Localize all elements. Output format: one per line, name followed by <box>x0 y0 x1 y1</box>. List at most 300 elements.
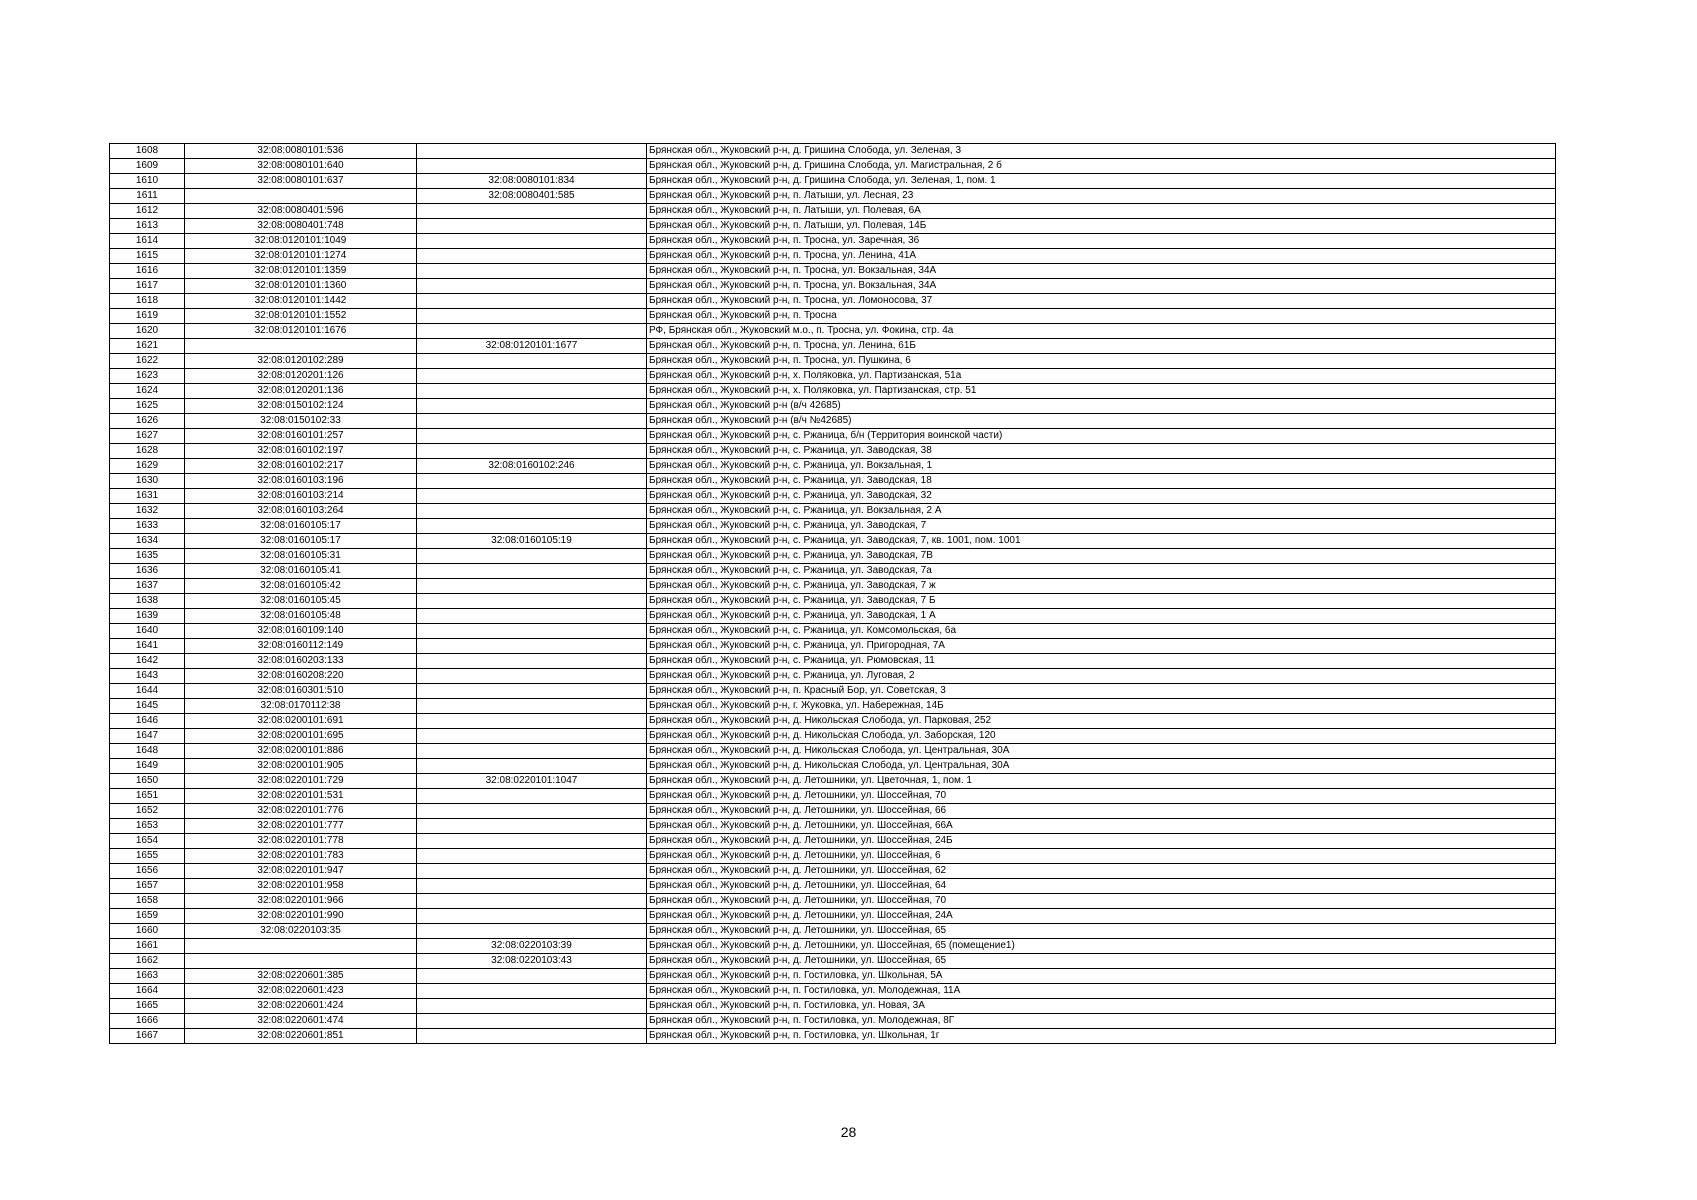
cadastral-number-cell: 32:08:0160203:133 <box>185 654 417 669</box>
address-cell: Брянская обл., Жуковский р-н, с. Ржаница, ул. Заводская, 7В <box>647 549 1556 564</box>
address-cell: Брянская обл., Жуковский р-н, с. Ржаница, ул. Заводская, 7 ж <box>647 579 1556 594</box>
address-cell: Брянская обл., Жуковский р-н, д. Летошники, ул. Шоссейная, 6 <box>647 849 1556 864</box>
table-row <box>110 684 1556 699</box>
row-number-cell: 1667 <box>110 1029 185 1044</box>
room-cadastral-number-cell <box>417 414 647 429</box>
row-number-cell: 1648 <box>110 744 185 759</box>
cadastral-number-cell: 32:08:0160105:17 <box>185 534 417 549</box>
row-number-cell: 1664 <box>110 984 185 999</box>
row-number-cell: 1634 <box>110 534 185 549</box>
room-cadastral-number-cell <box>417 264 647 279</box>
row-number-cell: 1639 <box>110 609 185 624</box>
table-row <box>110 759 1556 774</box>
row-number-cell: 1636 <box>110 564 185 579</box>
table-row <box>110 549 1556 564</box>
table-row <box>110 294 1556 309</box>
address-cell: Брянская обл., Жуковский р-н, с. Ржаница, ул. Заводская, 7а <box>647 564 1556 579</box>
table-row <box>110 264 1556 279</box>
table-row <box>110 414 1556 429</box>
row-number-cell: 1637 <box>110 579 185 594</box>
row-number-cell: 1617 <box>110 279 185 294</box>
address-cell: Брянская обл., Жуковский р-н, п. Тросна, ул. Заречная, 36 <box>647 234 1556 249</box>
row-number-cell: 1652 <box>110 804 185 819</box>
row-number-cell: 1624 <box>110 384 185 399</box>
table-row <box>110 864 1556 879</box>
row-number-cell: 1615 <box>110 249 185 264</box>
cadastral-number-cell: 32:08:0150102:124 <box>185 399 417 414</box>
row-number-cell: 1616 <box>110 264 185 279</box>
room-cadastral-number-cell <box>417 429 647 444</box>
address-cell: Брянская обл., Жуковский р-н, г. Жуковка, ул. Набережная, 14Б <box>647 699 1556 714</box>
room-cadastral-number-cell <box>417 864 647 879</box>
address-cell: Брянская обл., Жуковский р-н, с. Ржаница, ул. Вокзальная, 1 <box>647 459 1556 474</box>
cadastral-number-cell: 32:08:0160105:45 <box>185 594 417 609</box>
table-row <box>110 924 1556 939</box>
address-cell: Брянская обл., Жуковский р-н, п. Тросна, ул. Ленина, 41А <box>647 249 1556 264</box>
cadastral-number-cell <box>185 339 417 354</box>
address-cell: Брянская обл., Жуковский р-н, д. Летошники, ул. Шоссейная, 65 (помещение1) <box>647 939 1556 954</box>
cadastral-number-cell: 32:08:0080101:536 <box>185 144 417 159</box>
address-cell: Брянская обл., Жуковский р-н, п. Гостиловка, ул. Школьная, 5А <box>647 969 1556 984</box>
address-cell: Брянская обл., Жуковский р-н, п. Латыши, ул. Полевая, 6А <box>647 204 1556 219</box>
address-cell: Брянская обл., Жуковский р-н, д. Никольская Слобода, ул. Центральная, 30А <box>647 744 1556 759</box>
cadastral-number-cell: 32:08:0080101:637 <box>185 174 417 189</box>
row-number-cell: 1666 <box>110 1014 185 1029</box>
address-cell: Брянская обл., Жуковский р-н, д. Летошники, ул. Шоссейная, 65 <box>647 924 1556 939</box>
address-cell: Брянская обл., Жуковский р-н, п. Гостиловка, ул. Молодежная, 11А <box>647 984 1556 999</box>
table-row <box>110 699 1556 714</box>
cadastral-number-cell: 32:08:0220101:958 <box>185 879 417 894</box>
room-cadastral-number-cell <box>417 549 647 564</box>
row-number-cell: 1659 <box>110 909 185 924</box>
row-number-cell: 1657 <box>110 879 185 894</box>
address-cell: Брянская обл., Жуковский р-н, с. Ржаница, ул. Заводская, 7 <box>647 519 1556 534</box>
table-row <box>110 624 1556 639</box>
row-number-cell: 1647 <box>110 729 185 744</box>
address-cell: Брянская обл., Жуковский р-н, п. Латыши, ул. Полевая, 14Б <box>647 219 1556 234</box>
address-cell: Брянская обл., Жуковский р-н, с. Ржаница, ул. Заводская, 32 <box>647 489 1556 504</box>
cadastral-number-cell: 32:08:0160102:197 <box>185 444 417 459</box>
address-cell: РФ, Брянская обл., Жуковский м.о., п. Тросна, ул. Фокина, стр. 4а <box>647 324 1556 339</box>
cadastral-number-cell: 32:08:0200101:905 <box>185 759 417 774</box>
row-number-cell: 1631 <box>110 489 185 504</box>
address-cell: Брянская обл., Жуковский р-н, п. Тросна <box>647 309 1556 324</box>
address-cell: Брянская обл., Жуковский р-н, п. Тросна, ул. Ленина, 61Б <box>647 339 1556 354</box>
address-cell: Брянская обл., Жуковский р-н, д. Никольская Слобода, ул. Центральная, 30А <box>647 759 1556 774</box>
table-row <box>110 1029 1556 1044</box>
room-cadastral-number-cell: 32:08:0220101:1047 <box>417 774 647 789</box>
address-cell: Брянская обл., Жуковский р-н, с. Ржаница, ул. Заводская, 7 Б <box>647 594 1556 609</box>
cadastral-number-cell: 32:08:0220101:966 <box>185 894 417 909</box>
address-cell: Брянская обл., Жуковский р-н, д. Летошники, ул. Шоссейная, 24А <box>647 909 1556 924</box>
room-cadastral-number-cell <box>417 969 647 984</box>
address-cell: Брянская обл., Жуковский р-н, п. Тросна, ул. Вокзальная, 34А <box>647 279 1556 294</box>
cadastral-number-cell: 32:08:0220101:947 <box>185 864 417 879</box>
cadastral-number-cell: 32:08:0120101:1552 <box>185 309 417 324</box>
table-row <box>110 564 1556 579</box>
cadastral-number-cell: 32:08:0120101:1359 <box>185 264 417 279</box>
row-number-cell: 1640 <box>110 624 185 639</box>
cadastral-number-cell: 32:08:0120102:289 <box>185 354 417 369</box>
row-number-cell: 1661 <box>110 939 185 954</box>
registry-table-body <box>110 144 1556 1044</box>
cadastral-number-cell: 32:08:0120101:1274 <box>185 249 417 264</box>
table-row <box>110 459 1556 474</box>
room-cadastral-number-cell <box>417 624 647 639</box>
room-cadastral-number-cell <box>417 474 647 489</box>
table-row <box>110 804 1556 819</box>
address-cell: Брянская обл., Жуковский р-н, с. Ржаница, б/н (Территория воинской части) <box>647 429 1556 444</box>
room-cadastral-number-cell <box>417 744 647 759</box>
address-cell: Брянская обл., Жуковский р-н (в/ч 42685) <box>647 399 1556 414</box>
table-row <box>110 639 1556 654</box>
room-cadastral-number-cell <box>417 924 647 939</box>
row-number-cell: 1650 <box>110 774 185 789</box>
room-cadastral-number-cell <box>417 399 647 414</box>
room-cadastral-number-cell: 32:08:0160102:246 <box>417 459 647 474</box>
row-number-cell: 1642 <box>110 654 185 669</box>
row-number-cell: 1614 <box>110 234 185 249</box>
table-row <box>110 939 1556 954</box>
row-number-cell: 1649 <box>110 759 185 774</box>
address-cell: Брянская обл., Жуковский р-н, с. Ржаница, ул. Заводская, 1 А <box>647 609 1556 624</box>
row-number-cell: 1620 <box>110 324 185 339</box>
room-cadastral-number-cell: 32:08:0080101:834 <box>417 174 647 189</box>
cadastral-number-cell: 32:08:0220601:474 <box>185 1014 417 1029</box>
room-cadastral-number-cell <box>417 204 647 219</box>
address-cell: Брянская обл., Жуковский р-н, д. Гришина Слобода, ул. Магистральная, 2 б <box>647 159 1556 174</box>
cadastral-number-cell: 32:08:0160112:149 <box>185 639 417 654</box>
cadastral-number-cell: 32:08:0220601:423 <box>185 984 417 999</box>
table-row <box>110 354 1556 369</box>
cadastral-number-cell: 32:08:0160105:17 <box>185 519 417 534</box>
table-row <box>110 309 1556 324</box>
room-cadastral-number-cell <box>417 984 647 999</box>
address-cell: Брянская обл., Жуковский р-н, с. Ржаница, ул. Луговая, 2 <box>647 669 1556 684</box>
row-number-cell: 1654 <box>110 834 185 849</box>
room-cadastral-number-cell <box>417 369 647 384</box>
row-number-cell: 1622 <box>110 354 185 369</box>
room-cadastral-number-cell <box>417 894 647 909</box>
row-number-cell: 1665 <box>110 999 185 1014</box>
address-cell: Брянская обл., Жуковский р-н, х. Поляковка, ул. Партизанская, 51а <box>647 369 1556 384</box>
row-number-cell: 1619 <box>110 309 185 324</box>
cadastral-number-cell: 32:08:0160109:140 <box>185 624 417 639</box>
room-cadastral-number-cell <box>417 804 647 819</box>
room-cadastral-number-cell <box>417 519 647 534</box>
address-cell: Брянская обл., Жуковский р-н, д. Гришина Слобода, ул. Зеленая, 3 <box>647 144 1556 159</box>
room-cadastral-number-cell <box>417 444 647 459</box>
row-number-cell: 1641 <box>110 639 185 654</box>
cadastral-number-cell: 32:08:0120101:1049 <box>185 234 417 249</box>
address-cell: Брянская обл., Жуковский р-н, п. Тросна, ул. Ломоносова, 37 <box>647 294 1556 309</box>
row-number-cell: 1625 <box>110 399 185 414</box>
room-cadastral-number-cell <box>417 639 647 654</box>
cadastral-number-cell: 32:08:0220101:776 <box>185 804 417 819</box>
row-number-cell: 1653 <box>110 819 185 834</box>
table-row <box>110 984 1556 999</box>
row-number-cell: 1628 <box>110 444 185 459</box>
table-row <box>110 909 1556 924</box>
row-number-cell: 1662 <box>110 954 185 969</box>
address-cell: Брянская обл., Жуковский р-н, д. Летошники, ул. Шоссейная, 24Б <box>647 834 1556 849</box>
address-cell: Брянская обл., Жуковский р-н, п. Гостиловка, ул. Новая, 3А <box>647 999 1556 1014</box>
cadastral-number-cell: 32:08:0160102:217 <box>185 459 417 474</box>
cadastral-number-cell: 32:08:0220101:777 <box>185 819 417 834</box>
table-row <box>110 774 1556 789</box>
cadastral-number-cell: 32:08:0150102:33 <box>185 414 417 429</box>
row-number-cell: 1618 <box>110 294 185 309</box>
cadastral-number-cell: 32:08:0220601:424 <box>185 999 417 1014</box>
row-number-cell: 1643 <box>110 669 185 684</box>
room-cadastral-number-cell <box>417 714 647 729</box>
row-number-cell: 1613 <box>110 219 185 234</box>
cadastral-number-cell: 32:08:0220103:35 <box>185 924 417 939</box>
table-row <box>110 519 1556 534</box>
room-cadastral-number-cell <box>417 324 647 339</box>
address-cell: Брянская обл., Жуковский р-н, д. Летошники, ул. Шоссейная, 64 <box>647 879 1556 894</box>
address-cell: Брянская обл., Жуковский р-н, д. Летошники, ул. Шоссейная, 70 <box>647 894 1556 909</box>
room-cadastral-number-cell <box>417 819 647 834</box>
address-cell: Брянская обл., Жуковский р-н, д. Летошники, ул. Шоссейная, 62 <box>647 864 1556 879</box>
address-cell: Брянская обл., Жуковский р-н, п. Тросна, ул. Пушкина, 6 <box>647 354 1556 369</box>
cadastral-number-cell: 32:08:0220101:531 <box>185 789 417 804</box>
room-cadastral-number-cell <box>417 279 647 294</box>
table-row <box>110 429 1556 444</box>
table-row <box>110 234 1556 249</box>
cadastral-number-cell: 32:08:0200101:886 <box>185 744 417 759</box>
room-cadastral-number-cell <box>417 609 647 624</box>
room-cadastral-number-cell: 32:08:0220103:39 <box>417 939 647 954</box>
room-cadastral-number-cell <box>417 144 647 159</box>
room-cadastral-number-cell <box>417 849 647 864</box>
room-cadastral-number-cell: 32:08:0080401:585 <box>417 189 647 204</box>
address-cell: Брянская обл., Жуковский р-н, п. Красный Бор, ул. Советская, 3 <box>647 684 1556 699</box>
row-number-cell: 1656 <box>110 864 185 879</box>
row-number-cell: 1630 <box>110 474 185 489</box>
table-row <box>110 849 1556 864</box>
table-row <box>110 894 1556 909</box>
table-row <box>110 999 1556 1014</box>
row-number-cell: 1644 <box>110 684 185 699</box>
row-number-cell: 1633 <box>110 519 185 534</box>
address-cell: Брянская обл., Жуковский р-н, д. Никольская Слобода, ул. Заборская, 120 <box>647 729 1556 744</box>
table-row <box>110 669 1556 684</box>
row-number-cell: 1632 <box>110 504 185 519</box>
room-cadastral-number-cell <box>417 579 647 594</box>
room-cadastral-number-cell <box>417 249 647 264</box>
table-row <box>110 594 1556 609</box>
cadastral-number-cell: 32:08:0160105:31 <box>185 549 417 564</box>
row-number-cell: 1621 <box>110 339 185 354</box>
table-row <box>110 249 1556 264</box>
table-row <box>110 579 1556 594</box>
table-row <box>110 714 1556 729</box>
cadastral-number-cell: 32:08:0120101:1442 <box>185 294 417 309</box>
room-cadastral-number-cell <box>417 909 647 924</box>
room-cadastral-number-cell <box>417 669 647 684</box>
cadastral-number-cell: 32:08:0220101:990 <box>185 909 417 924</box>
room-cadastral-number-cell <box>417 789 647 804</box>
cadastral-number-cell: 32:08:0080401:748 <box>185 219 417 234</box>
address-cell: Брянская обл., Жуковский р-н, д. Летошники, ул. Шоссейная, 66 <box>647 804 1556 819</box>
room-cadastral-number-cell <box>417 219 647 234</box>
page-number: 28 <box>840 1124 857 1140</box>
cadastral-number-cell: 32:08:0160103:214 <box>185 489 417 504</box>
table-row <box>110 219 1556 234</box>
row-number-cell: 1626 <box>110 414 185 429</box>
cadastral-number-cell: 32:08:0160105:41 <box>185 564 417 579</box>
cadastral-number-cell: 32:08:0170112:38 <box>185 699 417 714</box>
room-cadastral-number-cell <box>417 384 647 399</box>
address-cell: Брянская обл., Жуковский р-н, д. Летошники, ул. Шоссейная, 65 <box>647 954 1556 969</box>
row-number-cell: 1663 <box>110 969 185 984</box>
cadastral-number-cell: 32:08:0220101:729 <box>185 774 417 789</box>
row-number-cell: 1612 <box>110 204 185 219</box>
address-cell: Брянская обл., Жуковский р-н, д. Никольская Слобода, ул. Парковая, 252 <box>647 714 1556 729</box>
table-row <box>110 654 1556 669</box>
cadastral-number-cell: 32:08:0120201:136 <box>185 384 417 399</box>
room-cadastral-number-cell <box>417 234 647 249</box>
address-cell: Брянская обл., Жуковский р-н, с. Ржаница, ул. Пригородная, 7А <box>647 639 1556 654</box>
table-row <box>110 879 1556 894</box>
room-cadastral-number-cell <box>417 489 647 504</box>
row-number-cell: 1611 <box>110 189 185 204</box>
room-cadastral-number-cell <box>417 1029 647 1044</box>
address-cell: Брянская обл., Жуковский р-н, с. Ржаница, ул. Заводская, 38 <box>647 444 1556 459</box>
table-row <box>110 969 1556 984</box>
table-row <box>110 1014 1556 1029</box>
cadastral-number-cell: 32:08:0160101:257 <box>185 429 417 444</box>
room-cadastral-number-cell <box>417 729 647 744</box>
room-cadastral-number-cell <box>417 759 647 774</box>
cadastral-number-cell: 32:08:0220101:783 <box>185 849 417 864</box>
address-cell: Брянская обл., Жуковский р-н, д. Летошники, ул. Шоссейная, 70 <box>647 789 1556 804</box>
address-cell: Брянская обл., Жуковский р-н, д. Летошники, ул. Цветочная, 1, пом. 1 <box>647 774 1556 789</box>
cadastral-number-cell <box>185 939 417 954</box>
address-cell: Брянская обл., Жуковский р-н, п. Гостиловка, ул. Молодежная, 8Г <box>647 1014 1556 1029</box>
row-number-cell: 1629 <box>110 459 185 474</box>
row-number-cell: 1645 <box>110 699 185 714</box>
cadastral-number-cell <box>185 954 417 969</box>
table-row <box>110 444 1556 459</box>
room-cadastral-number-cell <box>417 594 647 609</box>
room-cadastral-number-cell <box>417 309 647 324</box>
address-cell: Брянская обл., Жуковский р-н, д. Гришина Слобода, ул. Зеленая, 1, пом. 1 <box>647 174 1556 189</box>
room-cadastral-number-cell: 32:08:0220103:43 <box>417 954 647 969</box>
address-cell: Брянская обл., Жуковский р-н, с. Ржаница, ул. Вокзальная, 2 А <box>647 504 1556 519</box>
address-cell: Брянская обл., Жуковский р-н, д. Летошники, ул. Шоссейная, 66А <box>647 819 1556 834</box>
table-row <box>110 174 1556 189</box>
cadastral-number-cell: 32:08:0160208:220 <box>185 669 417 684</box>
cadastral-number-cell: 32:08:0160103:264 <box>185 504 417 519</box>
row-number-cell: 1638 <box>110 594 185 609</box>
table-row <box>110 279 1556 294</box>
address-cell: Брянская обл., Жуковский р-н, с. Ржаница, ул. Заводская, 7, кв. 1001, пом. 1001 <box>647 534 1556 549</box>
room-cadastral-number-cell <box>417 654 647 669</box>
row-number-cell: 1635 <box>110 549 185 564</box>
address-cell: Брянская обл., Жуковский р-н, с. Ржаница, ул. Рюмовская, 11 <box>647 654 1556 669</box>
address-cell: Брянская обл., Жуковский р-н (в/ч №42685) <box>647 414 1556 429</box>
cadastral-number-cell: 32:08:0220101:778 <box>185 834 417 849</box>
table-row <box>110 729 1556 744</box>
table-row <box>110 159 1556 174</box>
room-cadastral-number-cell <box>417 1014 647 1029</box>
room-cadastral-number-cell <box>417 354 647 369</box>
table-row <box>110 744 1556 759</box>
room-cadastral-number-cell <box>417 159 647 174</box>
room-cadastral-number-cell <box>417 879 647 894</box>
cadastral-number-cell: 32:08:0200101:691 <box>185 714 417 729</box>
cadastral-number-cell: 32:08:0160301:510 <box>185 684 417 699</box>
cadastral-number-cell: 32:08:0160103:196 <box>185 474 417 489</box>
table-row <box>110 384 1556 399</box>
room-cadastral-number-cell <box>417 564 647 579</box>
row-number-cell: 1651 <box>110 789 185 804</box>
table-row <box>110 534 1556 549</box>
cadastral-number-cell: 32:08:0120101:1360 <box>185 279 417 294</box>
room-cadastral-number-cell <box>417 999 647 1014</box>
room-cadastral-number-cell <box>417 504 647 519</box>
room-cadastral-number-cell <box>417 699 647 714</box>
row-number-cell: 1608 <box>110 144 185 159</box>
table-row <box>110 399 1556 414</box>
room-cadastral-number-cell <box>417 834 647 849</box>
cadastral-number-cell: 32:08:0220601:851 <box>185 1029 417 1044</box>
cadastral-number-cell: 32:08:0220601:385 <box>185 969 417 984</box>
room-cadastral-number-cell: 32:08:0160105:19 <box>417 534 647 549</box>
cadastral-number-cell: 32:08:0080401:596 <box>185 204 417 219</box>
table-row <box>110 834 1556 849</box>
room-cadastral-number-cell <box>417 294 647 309</box>
table-row <box>110 144 1556 159</box>
table-row <box>110 954 1556 969</box>
registry-table <box>109 143 1556 1044</box>
cadastral-number-cell: 32:08:0200101:695 <box>185 729 417 744</box>
cadastral-number-cell: 32:08:0120201:126 <box>185 369 417 384</box>
table-row <box>110 789 1556 804</box>
cadastral-number-cell: 32:08:0080101:640 <box>185 159 417 174</box>
table-row <box>110 504 1556 519</box>
room-cadastral-number-cell <box>417 684 647 699</box>
address-cell: Брянская обл., Жуковский р-н, с. Ржаница, ул. Заводская, 18 <box>647 474 1556 489</box>
table-row <box>110 339 1556 354</box>
cadastral-number-cell: 32:08:0120101:1676 <box>185 324 417 339</box>
row-number-cell: 1646 <box>110 714 185 729</box>
table-row <box>110 819 1556 834</box>
table-row <box>110 204 1556 219</box>
cadastral-number-cell: 32:08:0160105:42 <box>185 579 417 594</box>
table-row <box>110 489 1556 504</box>
room-cadastral-number-cell: 32:08:0120101:1677 <box>417 339 647 354</box>
row-number-cell: 1627 <box>110 429 185 444</box>
address-cell: Брянская обл., Жуковский р-н, с. Ржаница, ул. Комсомольская, 6а <box>647 624 1556 639</box>
address-cell: Брянская обл., Жуковский р-н, п. Тросна, ул. Вокзальная, 34А <box>647 264 1556 279</box>
row-number-cell: 1610 <box>110 174 185 189</box>
address-cell: Брянская обл., Жуковский р-н, п. Гостиловка, ул. Школьная, 1г <box>647 1029 1556 1044</box>
address-cell: Брянская обл., Жуковский р-н, х. Поляковка, ул. Партизанская, стр. 51 <box>647 384 1556 399</box>
address-cell: Брянская обл., Жуковский р-н, п. Латыши, ул. Лесная, 23 <box>647 189 1556 204</box>
table-row <box>110 609 1556 624</box>
table-row <box>110 324 1556 339</box>
row-number-cell: 1660 <box>110 924 185 939</box>
row-number-cell: 1655 <box>110 849 185 864</box>
cadastral-number-cell: 32:08:0160105:48 <box>185 609 417 624</box>
row-number-cell: 1658 <box>110 894 185 909</box>
row-number-cell: 1609 <box>110 159 185 174</box>
table-row <box>110 474 1556 489</box>
cadastral-number-cell <box>185 189 417 204</box>
